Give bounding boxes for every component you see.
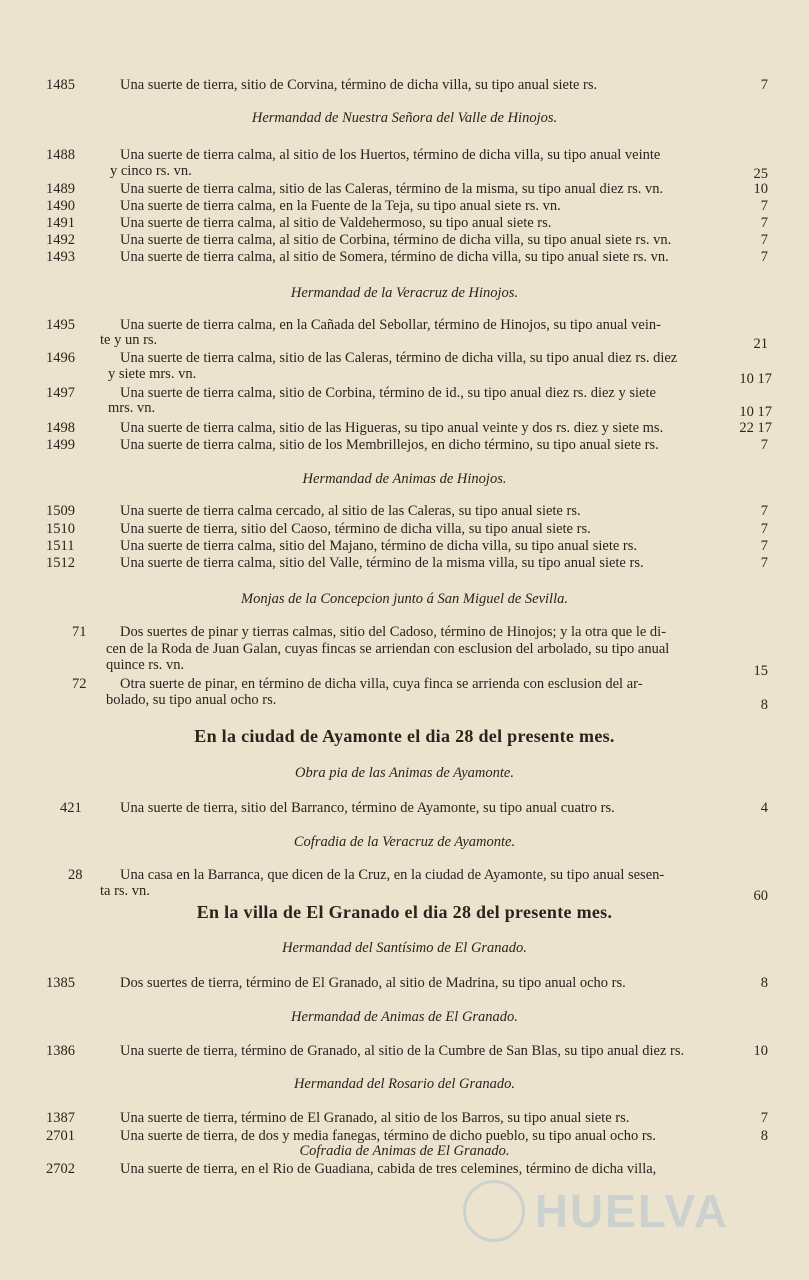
seal-icon [463,1180,525,1242]
section-title: En la ciudad de Ayamonte el dia 28 del presente mes. [194,726,615,746]
entry-amount: 7 [760,215,768,231]
entry-amount: 7 [760,521,768,537]
entry-text: Una suerte de tierra calma, al sitio de los Huertos, término de dicha villa, su tipo anual veinte [120,147,661,163]
entry-amount: 7 [760,437,768,453]
entry-number: 1385 [46,975,75,991]
section-heading: Cofradia de la Veracruz de Ayamonte. [293,834,516,850]
entry-number: 1495 [46,317,75,333]
entry-number: 1511 [46,538,75,554]
section-heading: Hermandad de Animas de Hinojos. [302,471,507,487]
entry-text: Una suerte de tierra, término de El Granado, al sitio de los Barros, su tipo anual siete rs. [120,1110,630,1126]
entry-number: 1493 [46,249,75,265]
entry-text: Una suerte de tierra calma, sitio de las Higueras, su tipo anual veinte y dos rs. diez y siete ms. [120,420,664,436]
entry-text: Otra suerte de pinar, en término de dicha villa, cuya finca se arrienda con esclusion del ar- [120,676,643,692]
entry-amount: 7 [760,1110,768,1126]
entry-number: 1387 [46,1110,75,1126]
entry-number: 1492 [46,232,75,248]
entry-amount: 7 [760,232,768,248]
entry-amount: 7 [760,555,768,571]
entry-number: 1490 [46,198,75,214]
entry-amount: 22 17 [739,420,772,436]
entry-text: Una suerte de tierra calma cercado, al sitio de las Caleras, su tipo anual siete rs. [120,503,581,519]
entry-text: Una suerte de tierra, sitio de Corvina, término de dicha villa, su tipo anual siete rs. [120,77,598,93]
entry-amount: 15 [753,663,768,679]
entry-amount: 8 [760,1128,768,1144]
entry-text: Una suerte de tierra calma, en la Fuente de la Teja, su tipo anual siete rs. vn. [120,198,561,214]
entry-amount: 25 [753,166,768,182]
entry-text: Una suerte de tierra calma, sitio del Majano, término de dicha villa, su tipo anual siete rs. [120,538,638,554]
entry-text: mrs. vn. [108,400,156,416]
section-heading: Hermandad del Santísimo de El Granado. [282,940,527,956]
entry-number: 1496 [46,350,75,366]
entry-amount: 8 [760,697,768,713]
entry-text: Una suerte de tierra calma, sitio de Corbina, término de id., su tipo anual diez rs. diez y siete [120,385,656,401]
entry-amount: 4 [760,800,768,816]
entry-number: 1512 [46,555,75,571]
entry-text: quince rs. vn. [106,657,185,673]
section-heading: Hermandad de la Veracruz de Hinojos. [290,285,519,301]
entry-number: 28 [68,867,83,883]
entry-number: 2702 [46,1161,75,1177]
entry-number: 421 [60,800,82,816]
entry-text: Una suerte de tierra, en el Rio de Guadiana, cabida de tres celemines, término de dicha villa, [120,1161,657,1177]
entry-amount: 8 [760,975,768,991]
entry-text: Una suerte de tierra calma, al sitio de Somera, término de dicha villa, su tipo anual siete rs. vn. [120,249,669,265]
entry-amount: 10 17 [739,404,772,420]
section-heading: Cofradia de Animas de El Granado. [299,1143,510,1159]
entry-number: 1498 [46,420,75,436]
entry-number: 1497 [46,385,75,401]
entry-text: Una suerte de tierra, sitio del Caoso, término de dicha villa, su tipo anual siete rs. [120,521,591,537]
section-heading: Obra pia de las Animas de Ayamonte. [295,765,514,781]
entry-text: Una suerte de tierra calma, sitio de las Caleras, término de la misma, su tipo anual diez rs. vn. [120,181,664,197]
entry-amount: 7 [760,249,768,265]
entry-number: 1488 [46,147,75,163]
entry-number: 72 [72,676,87,692]
entry-amount: 7 [760,77,768,93]
entry-number: 1489 [46,181,75,197]
section-heading: Hermandad de Nuestra Señora del Valle de Hinojos. [251,110,558,126]
entry-amount: 7 [760,198,768,214]
entry-text: Una suerte de tierra, término de Granado, al sitio de la Cumbre de San Blas, su tipo anual diez rs. [120,1043,685,1059]
watermark-text: HUELVA [534,1185,729,1237]
entry-text: te y un rs. [100,332,158,348]
entry-text: y cinco rs. vn. [110,163,192,179]
entry-text: Una casa en la Barranca, que dicen de la Cruz, en la ciudad de Ayamonte, su tipo anual sesen- [120,867,665,883]
entry-text: Dos suertes de tierra, término de El Granado, al sitio de Madrina, su tipo anual ocho rs. [120,975,626,991]
entry-text: Una suerte de tierra, de dos y media fanegas, término de dicho pueblo, su tipo anual ocho rs. [120,1128,656,1144]
entry-number: 1491 [46,215,75,231]
entry-number: 2701 [46,1128,75,1144]
entry-text: bolado, su tipo anual ocho rs. [106,692,277,708]
entry-text: ta rs. vn. [100,883,150,899]
section-heading: Monjas de la Concepcion junto á San Miguel de Sevilla. [241,591,568,607]
archive-watermark [463,1180,729,1242]
entry-text: Una suerte de tierra calma, sitio del Valle, término de la misma villa, su tipo anual siete rs. [120,555,644,571]
entry-amount: 60 [753,888,768,904]
entry-number: 1485 [46,77,75,93]
entry-text: y siete mrs. vn. [108,366,197,382]
entry-amount: 10 17 [739,371,772,387]
entry-number: 1386 [46,1043,75,1059]
entry-text: Una suerte de tierra calma, sitio de los Membrillejos, en dicho término, su tipo anual siete rs. [120,437,659,453]
entry-amount: 7 [760,503,768,519]
entry-text: Una suerte de tierra calma, en la Cañada del Sebollar, término de Hinojos, su tipo anual vein- [120,317,661,333]
entry-amount: 21 [753,336,768,352]
entry-text: Una suerte de tierra calma, sitio de las Caleras, término de dicha villa, su tipo anual diez rs. diez [120,350,678,366]
entry-amount: 10 [753,1043,768,1059]
entry-number: 71 [72,624,87,640]
entry-amount: 7 [760,538,768,554]
entry-amount: 10 [753,181,768,197]
section-title: En la villa de El Granado el dia 28 del presente mes. [196,902,613,922]
section-heading: Hermandad de Animas de El Granado. [291,1009,518,1025]
entry-text: Una suerte de tierra, sitio del Barranco, término de Ayamonte, su tipo anual cuatro rs. [120,800,615,816]
entry-number: 1509 [46,503,75,519]
section-heading: Hermandad del Rosario del Granado. [293,1076,516,1092]
entry-number: 1499 [46,437,75,453]
entry-text: Una suerte de tierra calma, al sitio de Valdehermoso, su tipo anual siete rs. [120,215,552,231]
entry-text: cen de la Roda de Juan Galan, cuyas fincas se arriendan con esclusion del arbolado, su tipo anual [106,641,670,657]
entry-text: Dos suertes de pinar y tierras calmas, sitio del Cadoso, término de Hinojos; y la otra que le di- [120,624,667,640]
entry-text: Una suerte de tierra calma, al sitio de Corbina, término de dicha villa, su tipo anual siete rs. vn. [120,232,672,248]
entry-number: 1510 [46,521,75,537]
